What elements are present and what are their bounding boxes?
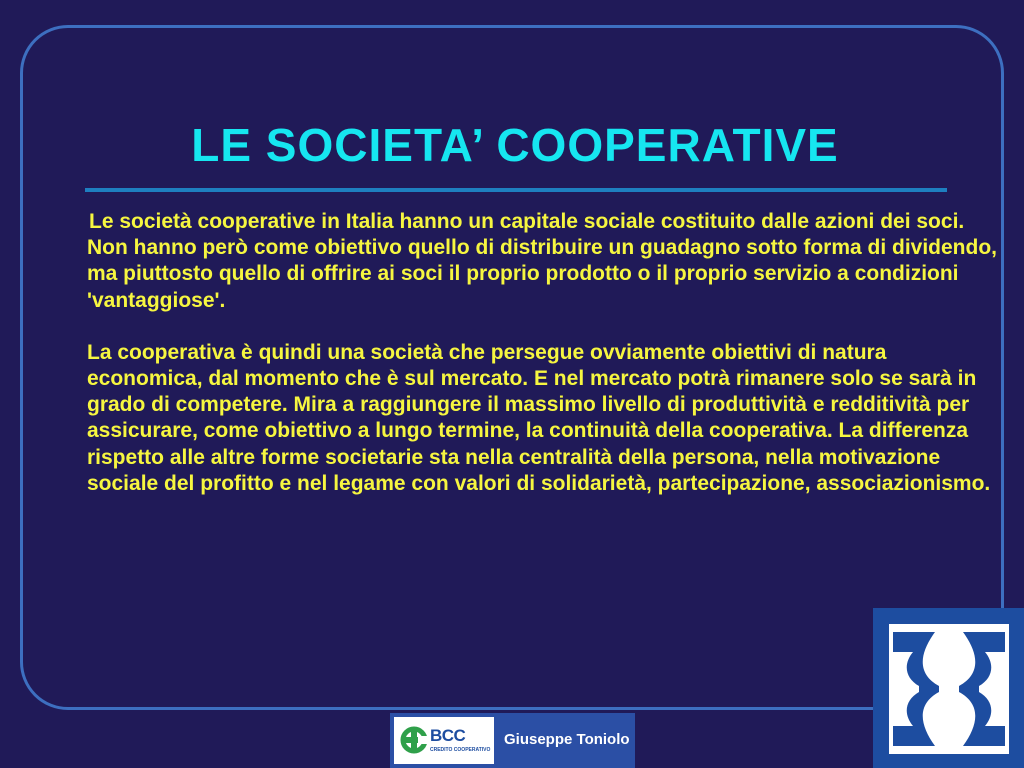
bcc-logo bbox=[394, 717, 494, 764]
cooperative-emblem-icon bbox=[889, 624, 1009, 754]
author-name: Giuseppe Toniolo bbox=[504, 731, 630, 748]
footer-banner bbox=[390, 713, 635, 768]
bcc-logo-text: BCC bbox=[430, 726, 466, 745]
paragraph-2: La cooperativa è quindi una società che persegue ovviamente obiettivi di natura economica, dal momento che è sul mercato. E nel mercato potrà rimanere solo se sarà in grado di competere. Mira a raggiungere il massimo livello di produttività e redditività per assicurare, come obiettivo a lungo termine, la continuità della cooperativa. La differenza rispetto alle altre forme societarie sta nella centralità della persona, nella motivazione sociale del profitto e nel legame con valori di solidarietà, partecipazione, associazionismo. bbox=[87, 340, 991, 495]
bcc-mark-icon bbox=[400, 726, 428, 754]
paragraph-1: Le società cooperative in Italia hanno un capitale sociale costituito dalle azioni dei soci. Non hanno però come obiettivo quello di distribuire un guadagno sotto forma di dividendo, ma piuttosto quello di offrire ai soci il proprio prodotto o il proprio servizio a condizioni 'vantaggiose'. bbox=[87, 210, 998, 312]
slide-body bbox=[87, 209, 1002, 497]
slide-title: LE SOCIETA’ COOPERATIVE bbox=[191, 119, 839, 171]
bcc-logo-subtext: CREDITO COOPERATIVO bbox=[430, 747, 491, 753]
cooperative-logo bbox=[873, 608, 1024, 768]
title-divider bbox=[85, 188, 947, 192]
